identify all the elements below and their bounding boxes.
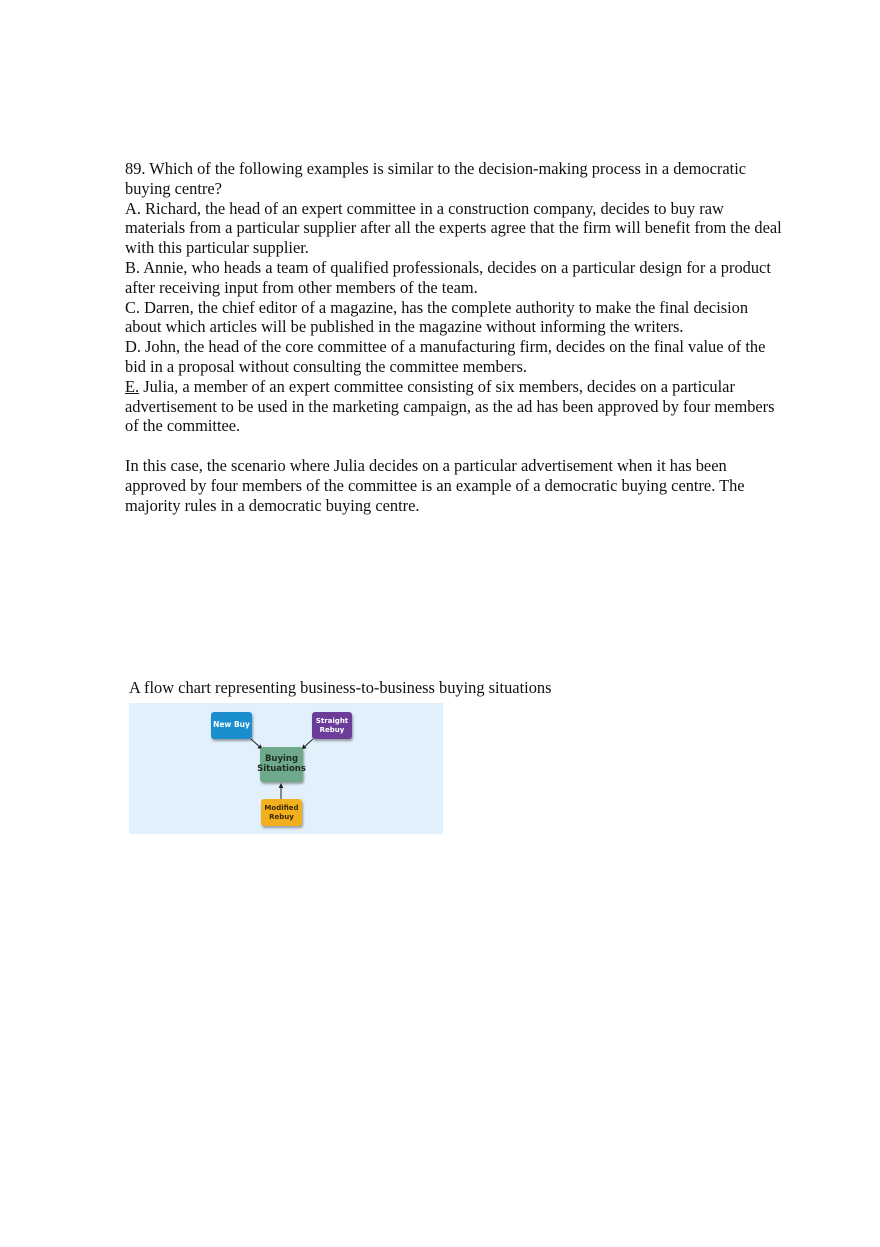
node-buying-situations: [257, 747, 306, 782]
node-straight-rebuy-label-2: Rebuy: [319, 725, 345, 734]
node-modified-rebuy-label-1: Modified: [264, 804, 299, 813]
paragraph-gap: [125, 436, 785, 456]
flow-chart: [129, 703, 443, 834]
question-stem: 89. Which of the following examples is similar to the decision-making process in a democratic buying centre?: [125, 159, 747, 198]
node-buying-situations-label-2: Situations: [257, 763, 306, 774]
option-e-text: Julia, a member of an expert committee consisting of six members, decides on a particular advertisement to be used in the marketing campaign, as the ad has been approved by four members of the committee.: [125, 376, 775, 436]
document-body: [125, 159, 785, 515]
node-new-buy: [211, 712, 252, 739]
node-straight-rebuy-label-1: Straight: [315, 717, 349, 726]
option-b: B. Annie, who heads a team of qualified professionals, decides on a particular design for a product after receiving input from other members of the team.: [125, 257, 771, 297]
arrow-straight-rebuy: [302, 739, 313, 749]
answer-explanation: In this case, the scenario where Julia decides on a particular advertisement when it has been approved by four members of the committee is an example of a democratic buying centre. The majority rules in a democratic buying centre.: [125, 455, 745, 515]
option-c: C. Darren, the chief editor of a magazine, has the complete authority to make the final decision about which articles will be published in the magazine without informing the writers.: [125, 297, 749, 337]
node-new-buy-label: New Buy: [213, 720, 250, 730]
option-d: D. John, the head of the core committee of a manufacturing firm, decides on the final value of the bid in a proposal without consulting the committee members.: [125, 337, 766, 376]
node-modified-rebuy: [261, 799, 302, 826]
option-e: [125, 377, 785, 436]
option-a: A. Richard, the head of an expert committee in a construction company, decides to buy raw materials from a particular supplier after all the experts agree that the firm will benefit from the deal with this particular supplier.: [125, 198, 782, 258]
node-straight-rebuy: [312, 712, 352, 739]
option-e-marker: E.: [125, 376, 140, 396]
figure-caption: A flow chart representing business-to-business buying situations: [129, 678, 552, 697]
node-buying-situations-label-1: Buying: [264, 753, 299, 764]
node-modified-rebuy-label-2: Rebuy: [269, 812, 294, 821]
